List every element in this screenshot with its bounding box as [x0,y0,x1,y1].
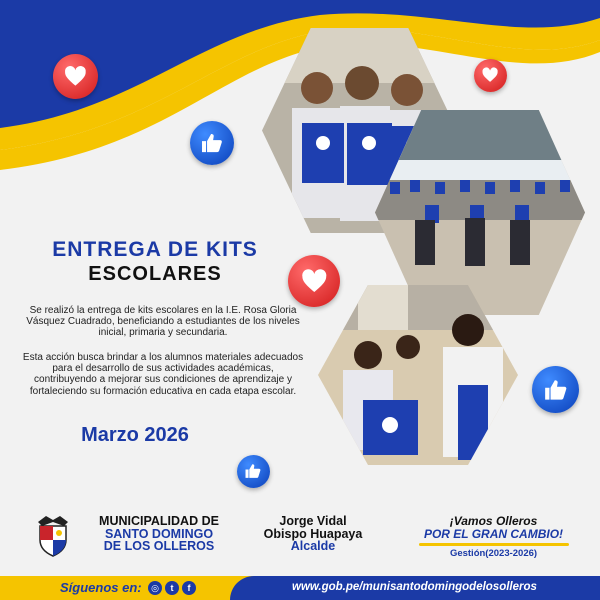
slogan-swoosh [419,543,569,546]
twitter-icon[interactable]: t [165,581,179,595]
municipality-line3: DE LOS OLLEROS [103,539,215,553]
slogan-block [396,515,591,560]
body-paragraph-2: Esta acción busca brindar a los alumnos materiales adecuados para el desarrollo de sus actividades académicas, contribuyendo a mejorar sus condiciones de aprendizaje y fortaleciendo su formación educativa en cada etapa escolar. [22,352,304,397]
municipality-line1: MUNICIPALIDAD DE [99,514,219,528]
heart-icon [288,255,340,307]
instagram-icon[interactable]: ◎ [148,581,162,595]
thumbs-up-icon [190,121,234,165]
facebook-icon[interactable]: f [182,581,196,595]
headline-line2: ESCOLARES [88,263,222,285]
mayor-block [248,515,378,553]
slogan-line1: ¡Vamos Olleros [449,514,538,528]
body-paragraph-1: Se realizó la entrega de kits escolares en la I.E. Rosa Gloria Vásquez Cuadrado, beneficiando a estudiantes de los niveles inicial, primaria y secundaria. [26,305,300,339]
municipal-shield-logo [30,512,76,558]
municipality-name [84,515,234,553]
municipality-line2: SANTO DOMINGO [104,526,214,541]
mayor-name-line2: Obispo Huapaya [263,526,363,541]
slogan-line2: POR EL GRAN CAMBIO! [423,527,564,541]
thumbs-up-icon [532,366,579,413]
headline-line1: ENTREGA DE KITS [52,238,258,261]
follow-label: Síguenos en: [60,580,142,595]
thumbs-up-icon [237,455,270,488]
heart-icon [474,59,507,92]
mayor-role: Alcalde [290,539,336,553]
event-date: Marzo 2026 [81,424,189,446]
mayor-name-line1: Jorge Vidal [279,514,347,528]
management-period: Gestión(2023-2026) [449,548,538,559]
website-link[interactable]: www.gob.pe/munisantodomingodelosolleros [292,581,537,593]
heart-icon [53,54,98,99]
